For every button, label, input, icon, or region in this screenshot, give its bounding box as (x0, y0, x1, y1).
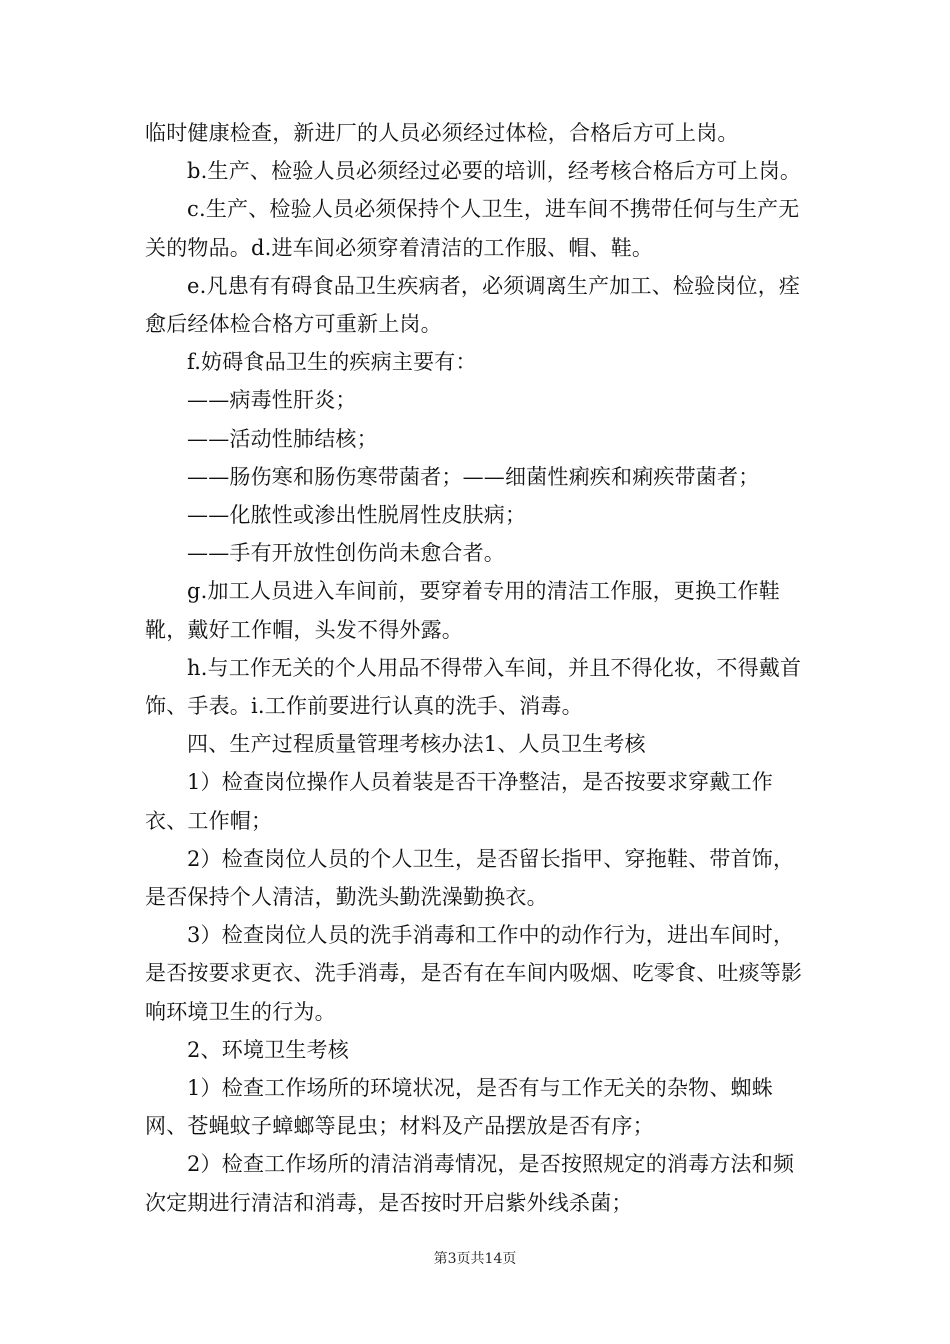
paragraph-9: ——手有开放性创伤尚未愈合者。 (187, 541, 505, 566)
paragraph-18: 2）检查工作场所的清洁消毒情况，是否按照规定的消毒方法和频次定期进行清洁和消毒，是否按时开启紫外线杀菌； (145, 1152, 795, 1215)
paragraph-2: c.生产、检验人员必须保持个人卫生，进车间不携带任何与生产无关的物品。d.进车间必须穿着清洁的工作服、帽、鞋。 (145, 197, 800, 260)
paragraph-8: ——化脓性或渗出性脱屑性皮肤病； (187, 503, 527, 528)
paragraph-6: ——活动性肺结核； (187, 426, 378, 451)
paragraph-3: e.凡患有有碍食品卫生疾病者，必须调离生产加工、检验岗位，痊愈后经体检合格方可重新上岗。 (145, 273, 801, 337)
paragraph-10: g.加工人员进入车间前，要穿着专用的清洁工作服，更换工作鞋靴，戴好工作帽，头发不得外露。 (145, 579, 780, 642)
paragraph-11: h.与工作无关的个人用品不得带入车间，并且不得化妆，不得戴首饰、手表。i.工作前要进行认真的洗手、消毒。 (145, 655, 802, 719)
paragraph-4: f.妨碍食品卫生的疾病主要有： (187, 350, 477, 375)
paragraph-1: b.生产、检验人员必须经过必要的培训，经考核合格后方可上岗。 (187, 159, 802, 184)
page-footer (0, 1248, 950, 1268)
paragraph-17: 1）检查工作场所的环境状况，是否有与工作无关的杂物、蜘蛛网、苍蝇蚊子蟑螂等昆虫；材料及产品摆放是否有序； (145, 1076, 773, 1139)
paragraph-5: ——病毒性肝炎； (187, 388, 357, 413)
page-number-label: 第3页共14页 (433, 1251, 517, 1267)
paragraph-13: 1）检查岗位操作人员着装是否干净整洁，是否按要求穿戴工作衣、工作帽； (145, 770, 773, 833)
paragraph-12: 四、生产过程质量管理考核办法1、人员卫生考核 (187, 732, 646, 757)
paragraph-15: 3）检查岗位人员的洗手消毒和工作中的动作行为，进出车间时，是否按要求更衣、洗手消毒，是否有在车间内吸烟、吃零食、吐痰等影响环境卫生的行为。 (145, 923, 803, 1024)
document-body (145, 114, 815, 1222)
paragraph-7: ——肠伤寒和肠伤寒带菌者；——细菌性痢疾和痢疾带菌者； (187, 464, 760, 489)
paragraph-14: 2）检查岗位人员的个人卫生，是否留长指甲、穿拖鞋、带首饰，是否保持个人清洁，勤洗头勤洗澡勤换衣。 (145, 846, 795, 910)
paragraph-0: 临时健康检查，新进厂的人员必须经过体检，合格后方可上岗。 (145, 121, 739, 145)
paragraph-16: 2、环境卫生考核 (187, 1037, 349, 1062)
